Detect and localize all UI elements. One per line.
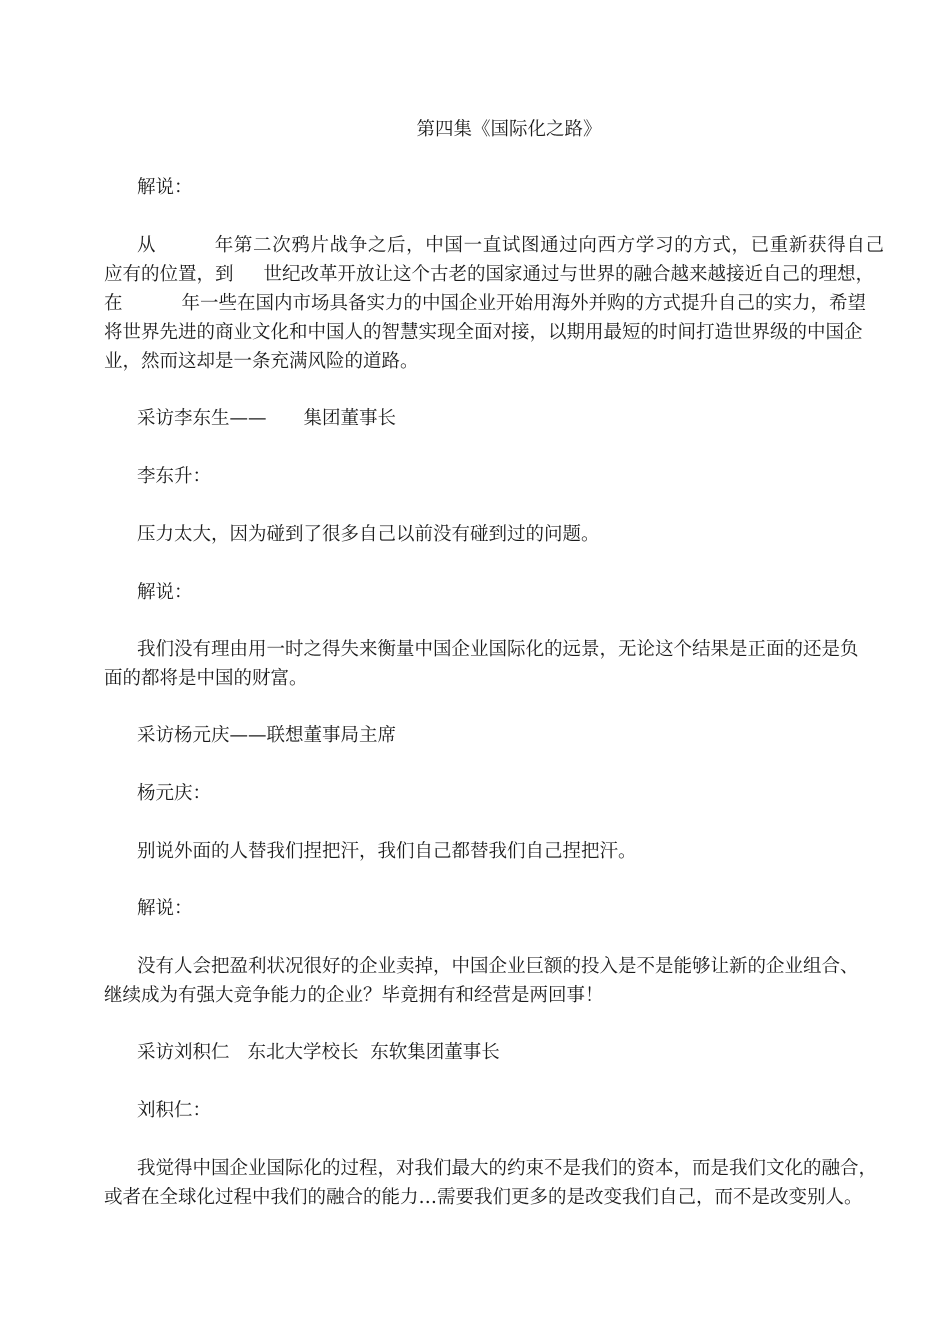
speaker-label: 李东升： — [137, 466, 212, 487]
speaker-label: 解说： — [137, 582, 193, 603]
paragraph-line: 面的都将是中国的财富。 — [104, 668, 308, 689]
text-segment: 应有的位置，到 — [104, 264, 234, 285]
text-segment: 集团董事长 — [303, 408, 397, 429]
paragraph-line: 我觉得中国企业国际化的过程，对我们最大的约束不是我们的资本，而是我们文化的融合， — [137, 1158, 878, 1179]
speaker-label: 杨元庆： — [137, 783, 212, 804]
interview-heading — [137, 1038, 884, 1067]
speaker-label: 解说： — [137, 898, 193, 919]
quote-line: 别说外面的人替我们捏把汗，我们自己都替我们自己捏把汗。 — [137, 841, 637, 862]
text-segment: 年一些在国内市场具备实力的中国企业开始用海外并购的方式提升自己的实力，希望 — [181, 293, 867, 314]
text-segment: 采访刘积仁 — [137, 1042, 230, 1063]
paragraph-line: 或者在全球化过程中我们的融合的能力…需要我们更多的是改变我们自己，而不是改变别人。 — [104, 1187, 863, 1208]
paragraph-line: 我们没有理由用一时之得失来衡量中国企业国际化的远景，无论这个结果是正面的还是负 — [137, 639, 859, 660]
paragraph-line — [104, 260, 884, 289]
paragraph-line: 继续成为有强大竞争能力的企业？毕竟拥有和经营是两回事！ — [104, 985, 604, 1006]
text-segment: 在 — [104, 293, 123, 314]
text-segment: 年第二次鸦片战争之后，中国一直试图通过向西方学习的方式，已重新获得自己 — [214, 235, 884, 256]
interview-heading — [137, 404, 884, 433]
paragraph-line: 业，然而这却是一条充满风险的道路。 — [104, 351, 419, 372]
paragraph-line — [104, 289, 884, 318]
paragraph-line: 将世界先进的商业文化和中国人的智慧实现全面对接，以期用最短的时间打造世界级的中国企 — [104, 322, 863, 343]
text-segment: 世纪改革开放让这个古老的国家通过与世界的融合越来越接近自己的理想， — [263, 264, 875, 285]
speaker-label: 刘积仁： — [137, 1100, 212, 1121]
text-segment: 东北大学校长 东软集团董事长 — [247, 1042, 500, 1063]
quote-line: 压力太大，因为碰到了很多自己以前没有碰到过的问题。 — [137, 524, 600, 545]
text-segment: 从 — [137, 235, 157, 256]
interview-heading: 采访杨元庆——联想董事局主席 — [137, 725, 397, 746]
speaker-label: 解说： — [137, 177, 193, 198]
paragraph-line — [137, 231, 884, 260]
episode-title: 第四集《国际化之路》 — [416, 119, 602, 140]
paragraph-line: 没有人会把盈利状况很好的企业卖掉，中国企业巨额的投入是不是能够让新的企业组合、 — [137, 956, 859, 977]
text-segment: 采访李东生—— — [137, 408, 267, 429]
